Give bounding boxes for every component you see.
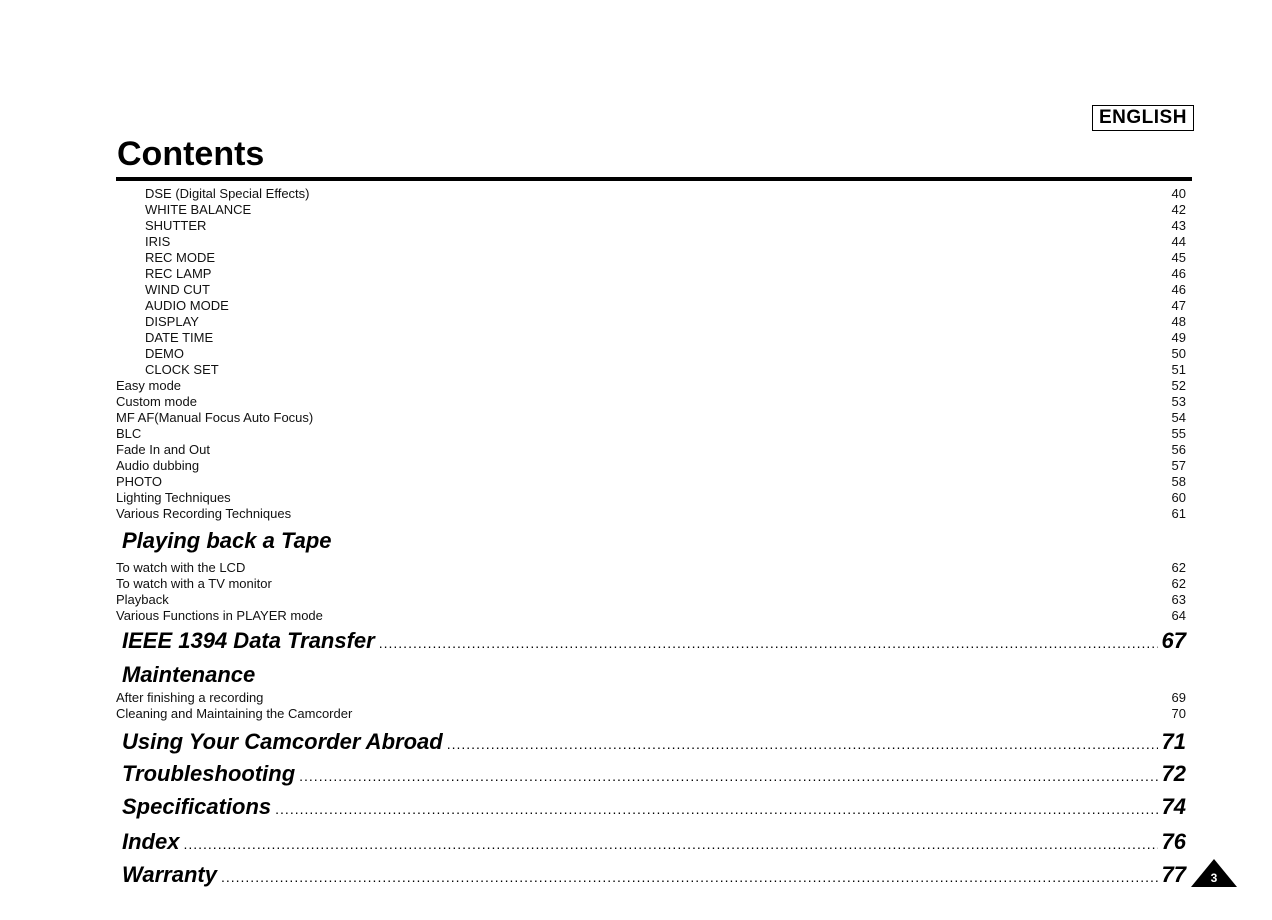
language-badge: ENGLISH <box>1092 105 1194 131</box>
toc-entry-page: 56 <box>1171 442 1186 457</box>
toc-entry-label: Lighting Techniques <box>116 490 231 505</box>
toc-entry-page: 55 <box>1171 426 1186 441</box>
toc-entry-page: 43 <box>1171 218 1186 233</box>
toc-entry[interactable] <box>145 250 1186 266</box>
toc-entry-label: To watch with the LCD <box>116 560 246 575</box>
toc-entry[interactable] <box>145 314 1186 330</box>
toc-entry-page: 48 <box>1171 314 1186 329</box>
toc-major-label: IEEE 1394 Data Transfer <box>122 628 375 653</box>
toc-entry[interactable] <box>145 330 1186 346</box>
toc-entry-page: 52 <box>1171 378 1186 393</box>
toc-entry[interactable] <box>116 592 1186 608</box>
toc-entry[interactable] <box>145 362 1186 378</box>
toc-entry-label: Various Functions in PLAYER mode <box>116 608 323 623</box>
toc-major-label: Specifications <box>122 794 272 819</box>
section-heading-maintenance[interactable]: Maintenance <box>122 662 256 687</box>
toc-entry[interactable] <box>145 218 1186 234</box>
toc-entry-label: After finishing a recording <box>116 690 264 705</box>
toc-entry-label: SHUTTER <box>145 218 207 233</box>
toc-major-ieee[interactable] <box>122 626 1186 656</box>
toc-entry[interactable] <box>116 410 1186 426</box>
toc-entry-label: BLC <box>116 426 142 441</box>
toc-entry-label: DATE TIME <box>145 330 214 345</box>
toc-entry-label: DISPLAY <box>145 314 199 329</box>
toc-entry-page: 69 <box>1171 690 1186 705</box>
toc-entry-label: Various Recording Techniques <box>116 506 292 521</box>
toc-entry-page: 40 <box>1171 186 1186 201</box>
toc-major-page: 74 <box>1161 794 1186 819</box>
toc-entry-label: Playback <box>116 592 169 607</box>
toc-entry[interactable] <box>116 474 1186 490</box>
toc-entry-page: 53 <box>1171 394 1186 409</box>
toc-entry[interactable] <box>145 202 1186 218</box>
toc-entry[interactable] <box>116 378 1186 394</box>
toc-entry-label: Fade In and Out <box>116 442 210 457</box>
toc-entry-label: REC MODE <box>145 250 216 265</box>
toc-entry-page: 51 <box>1171 362 1186 377</box>
toc-entry[interactable] <box>116 426 1186 442</box>
toc-entry[interactable] <box>145 234 1186 250</box>
toc-major-label: Troubleshooting <box>122 761 296 786</box>
toc-entry[interactable] <box>116 576 1186 592</box>
toc-entry-page: 64 <box>1171 608 1186 623</box>
toc-entry[interactable] <box>145 266 1186 282</box>
toc-entry[interactable] <box>116 490 1186 506</box>
section-heading-playback[interactable]: Playing back a Tape <box>122 528 332 553</box>
toc-entry[interactable] <box>145 282 1186 298</box>
toc-entry-page: 62 <box>1171 576 1186 591</box>
toc-entry-label: Custom mode <box>116 394 197 409</box>
toc-major-entry[interactable] <box>122 827 1186 857</box>
toc-entry-label: Easy mode <box>116 378 182 393</box>
toc-entry-page: 61 <box>1171 506 1186 521</box>
toc-major-entry[interactable] <box>122 727 1186 757</box>
page-number: 3 <box>1210 871 1218 885</box>
toc-entry-page: 49 <box>1171 330 1186 345</box>
page-title: Contents <box>117 135 265 173</box>
toc-major-entry[interactable] <box>122 759 1186 789</box>
toc-major-page: 77 <box>1161 862 1186 887</box>
toc-major-page: 67 <box>1161 628 1186 653</box>
leader-dots <box>275 794 1157 824</box>
leader-dots <box>447 729 1158 759</box>
toc-entry-page: 46 <box>1171 282 1186 297</box>
toc-entry-label: REC LAMP <box>145 266 212 281</box>
toc-entry[interactable] <box>116 706 1186 722</box>
toc-entry-page: 45 <box>1171 250 1186 265</box>
toc-entry-page: 44 <box>1171 234 1186 249</box>
toc-entry-page: 54 <box>1171 410 1186 425</box>
toc-entry-label: MF AF(Manual Focus Auto Focus) <box>116 410 314 425</box>
toc-entry[interactable] <box>116 506 1186 522</box>
toc-entry-label: WIND CUT <box>145 282 210 297</box>
leader-dots <box>183 829 1157 859</box>
toc-entry[interactable] <box>116 560 1186 576</box>
leader-dots <box>221 862 1158 892</box>
toc-entry-label: DSE (Digital Special Effects) <box>145 186 310 201</box>
toc-major-label: Index <box>122 829 180 854</box>
toc-entry-label: PHOTO <box>116 474 162 489</box>
toc-entry-label: Cleaning and Maintaining the Camcorder <box>116 706 353 721</box>
toc-entry[interactable] <box>116 608 1186 624</box>
toc-entry-page: 46 <box>1171 266 1186 281</box>
toc-entry-page: 50 <box>1171 346 1186 361</box>
toc-major-entry[interactable] <box>122 860 1186 890</box>
toc-entry[interactable] <box>116 442 1186 458</box>
toc-entry-page: 60 <box>1171 490 1186 505</box>
toc-entry-page: 62 <box>1171 560 1186 575</box>
title-rule <box>116 177 1192 181</box>
toc-entry-label: DEMO <box>145 346 184 361</box>
toc-entry-label: To watch with a TV monitor <box>116 576 272 591</box>
toc-major-entry[interactable] <box>122 792 1186 822</box>
toc-entry[interactable] <box>116 690 1186 706</box>
toc-major-label: Warranty <box>122 862 217 887</box>
toc-entry-page: 57 <box>1171 458 1186 473</box>
toc-entry-page: 58 <box>1171 474 1186 489</box>
toc-entry-label: CLOCK SET <box>145 362 219 377</box>
toc-entry-label: IRIS <box>145 234 171 249</box>
toc-entry-page: 63 <box>1171 592 1186 607</box>
leader-dots <box>299 761 1157 791</box>
toc-entry-label: AUDIO MODE <box>145 298 229 313</box>
toc-major-label: Using Your Camcorder Abroad <box>122 729 443 754</box>
toc-entry-page: 42 <box>1171 202 1186 217</box>
toc-entry[interactable] <box>116 394 1186 410</box>
toc-entry-page: 70 <box>1171 706 1186 721</box>
toc-entry-label: Audio dubbing <box>116 458 200 473</box>
toc-major-page: 76 <box>1161 829 1186 854</box>
leader-dots <box>379 628 1158 658</box>
toc-entry[interactable] <box>116 458 1186 474</box>
toc-major-page: 71 <box>1161 729 1186 754</box>
toc-major-page: 72 <box>1161 761 1186 786</box>
toc-entry[interactable] <box>145 346 1186 362</box>
toc-entry-label: WHITE BALANCE <box>145 202 252 217</box>
toc-entry[interactable] <box>145 298 1186 314</box>
toc-entry[interactable] <box>145 186 1186 202</box>
page-number-triangle-icon <box>1190 858 1238 888</box>
toc-entry-page: 47 <box>1171 298 1186 313</box>
